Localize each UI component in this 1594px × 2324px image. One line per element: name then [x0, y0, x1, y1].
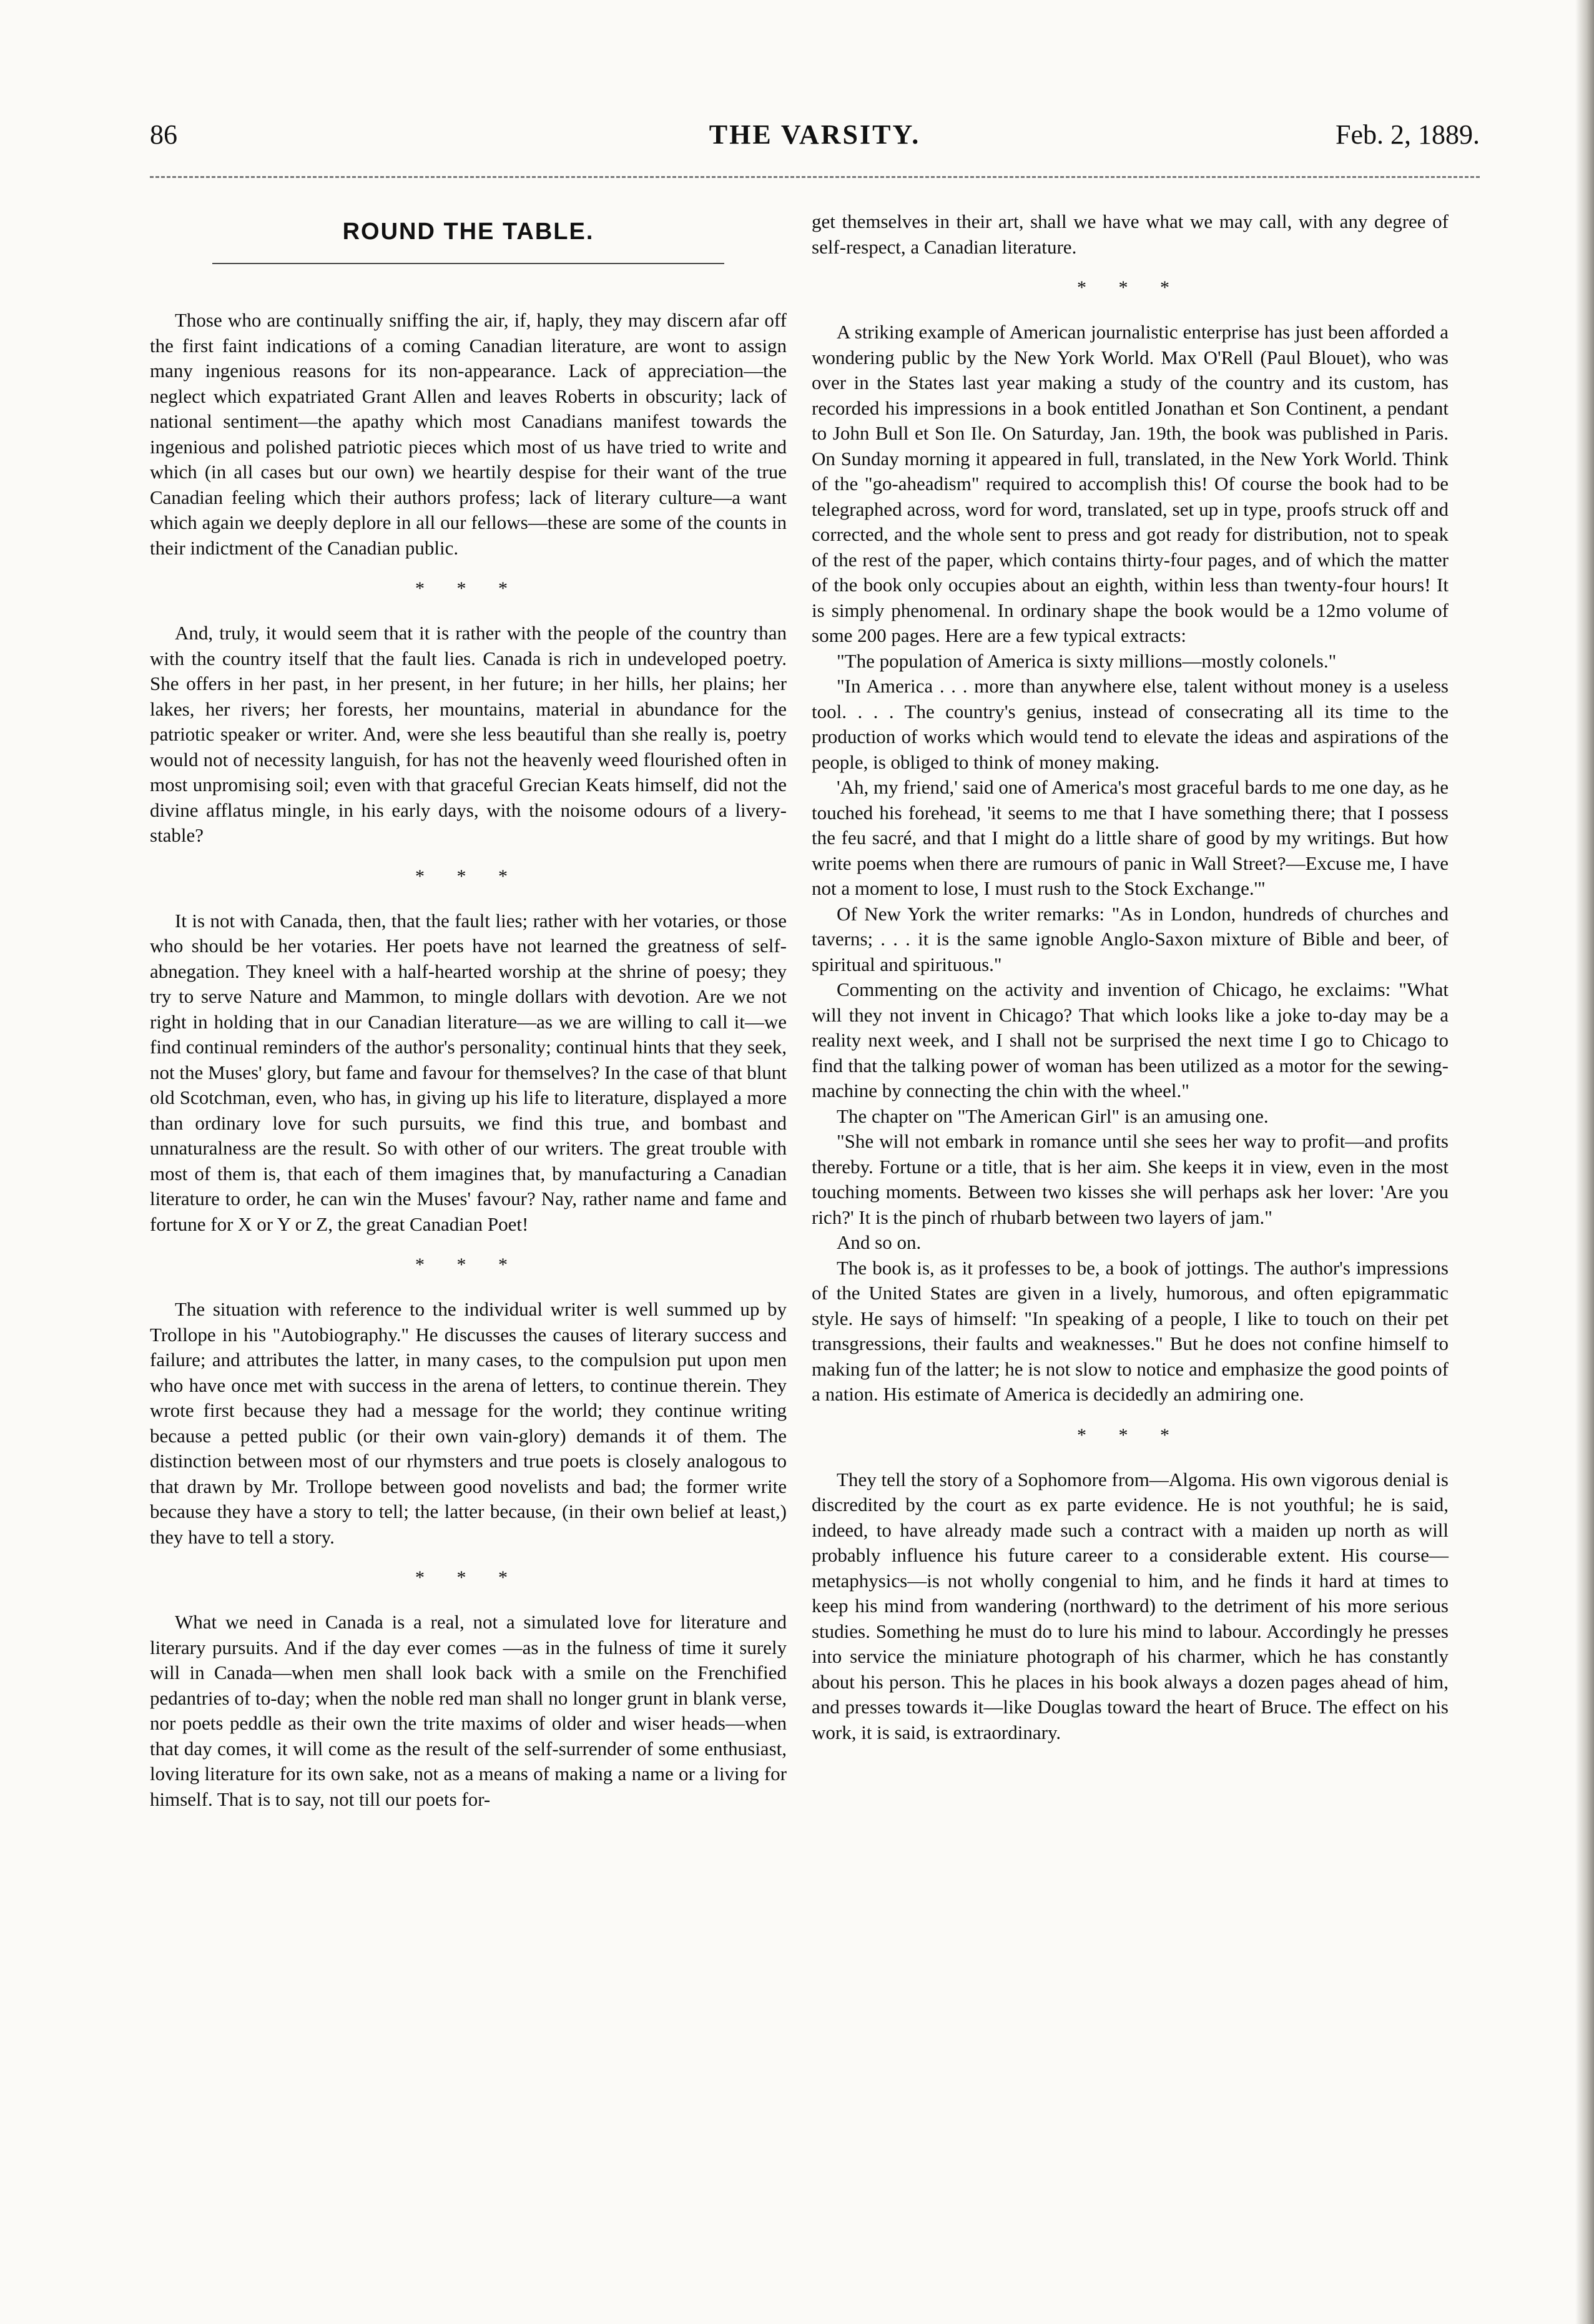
page-number: 86 [150, 119, 177, 150]
journal-title: THE VARSITY. [709, 119, 921, 150]
section-separator: * * * [415, 578, 521, 599]
right-column [812, 209, 1449, 1745]
section-separator: * * * [415, 1567, 521, 1588]
left-column [150, 200, 787, 1812]
title-rule [212, 263, 724, 264]
paragraph: They tell the story of a Sophomore from—Algoma. His own vigorous denial is discredited by the court as ex parte evidence. He is not youthful; he is said, indeed, to have already made such a contract with a maiden up north as will probably influence his future career to a considerable extent. His course—metaphysics—is not wholly congenial to him, and he finds it hard at times to keep his mind from wandering (northward) to the detriment of his more serious studies. Something he must do to lure his mind to labour. Accordingly he presses into service the miniature photograph of his charmer, which he has constantly about his person. This he places in his book always a dozen pages ahead of him, and presses towards it—like Douglas toward the heart of Bruce. The effect on his work, it is said, is extraordinary. [812, 1468, 1449, 1743]
section-separator: * * * [1077, 1424, 1183, 1445]
paragraph: And so on. [837, 1231, 922, 1253]
quote: "She will not embark in romance until she sees her way to profit—and profits thereby. Fortune or a title, that is her aim. She keeps it in view, even in the most touching moments. Between two kisses she will perhaps ask her lover: 'Are you rich?' It is the pinch of rhubarb between two layers of jam." [812, 1130, 1449, 1228]
section-separator: * * * [1077, 277, 1183, 298]
section-title: ROUND THE TABLE. [342, 219, 594, 245]
paragraph: Those who are continually sniffing the air, if, haply, they may discern afar off the first faint indications of a coming Canadian literature, are wont to assign many ingenious reasons for its non-appearance. Lack of appreciation—the neglect which expatriated Grant Allen and leaves Roberts in obscurity; lack of national sentiment—the apathy which most Canadians manifest towards the ingenious and polished patriotic pieces which most of us have tried to write and which (in all cases but our own) we heartily despise for their want of the true Canadian feeling which their authors profess; lack of literary culture—a want which again we deeply deplore in all our fellows—these are some of the counts in their indictment of the Canadian public. [150, 309, 787, 559]
page-edge [1575, 0, 1594, 2324]
page-header [150, 119, 1480, 169]
header-rule [150, 176, 1480, 178]
paragraph: It is not with Canada, then, that the fault lies; rather with her votaries, or those who should be her votaries. Her poets have not learned the greatness of self-abnegation. They kneel with a half-hearted worship at the shrine of poesy; they try to serve Nature and Mammon, to mingle dollars with devotion. Are we not right in holding that in our Canadian literature—as we are willing to call it—we find continual reminders of the author's personality; continual hints that they seek, not the Muses' glory, but fame and favour for themselves? In the case of that blunt old Scotchman, even, who has, in giving up his life to literature, displayed a more than ordinary love for such pursuits, we find this true, and bombast and unnaturalness are the result. So with other of our writers. The great trouble with most of them is, that each of them imagines that, by manufacturing a Canadian literature to order, he can win the Muses' favour? Nay, rather name and fame and fortune for X or Y or Z, the great Canadian Poet! [150, 909, 787, 1235]
quote: "In America . . . more than anywhere else, talent without money is a useless tool. . . . The country's genius, instead of consecrating all its time to the production of works which would tend to elevate the ideas and aspirations of the people, is obliged to think of money making. [812, 675, 1449, 773]
paragraph-continuation: get themselves in their art, shall we have what we may call, with any degree of self-respect, a Canadian literature. [812, 210, 1449, 258]
quote: 'Ah, my friend,' said one of America's most graceful bards to me one day, as he touched his forehead, 'it seems to me that I have something there; that I possess the feu sacré, and that I might do a little share of good by my writings. But how write poems when there are rumours of panic in Wall Street?—Excuse me, I have not a moment to lose, I must rush to the Stock Exchange.'" [812, 776, 1449, 899]
paragraph: What we need in Canada is a real, not a simulated love for literature and literary pursuits. And if the day ever comes —as in the fulness of time it surely will in Canada—when men shall look back with a smile on the Frenchified pedantries of to-day; when the noble red man shall no longer grunt in blank verse, nor poets peddle as their own the trite maxims of older and wiser heads—when that day comes, it will come as the result of the self-surrender of some enthusiast, loving literature for its own sake, not as a means of making a name or a living for himself. That is to say, not till our poets for- [150, 1611, 787, 1810]
paragraph: A striking example of American journalistic enterprise has just been afforded a wondering public by the New York World. Max O'Rell (Paul Blouet), who was over in the States last year making a study of the country and its custom, has recorded his impressions in a book entitled Jonathan et Son Continent, a pendant to John Bull et Son Ile. On Saturday, Jan. 19th, the book was published in Paris. On Sunday morning it appeared in full, translated, in the New York World. Think of the "go-aheadism" required to accomplish this! Of course the book had to be telegraphed across, word for word, translated, set up in type, proofs struck off and corrected, and the whole sent to press and got ready for distribution, not to speak of the rest of the paper, which contains thirty-four pages, and of which the matter of the book only occupies about an eighth, within less than twenty-four hours! It is simply phenomenal. In ordinary shape the book would be a 12mo volume of some 200 pages. Here are a few typical extracts: [812, 321, 1449, 646]
quote: "The population of America is sixty millions—mostly colonels." [837, 649, 1337, 672]
paragraph: The situation with reference to the individual writer is well summed up by Trollope in his "Autobiography." He discusses the causes of literary success and failure; and attributes the latter, in many cases, to the compulsion put upon men who have once met with success in the arena of letters, to continue therein. They wrote first because they had a message for the world; they continue writing because a petted public (or their own vain-glory) demands it of them. The distinction between most of our rhymsters and true poets is closely analogous to that drawn by Mr. Trollope between good novelists and bad; the former write because they have a story to tell; the latter because, (in their own belief at least,) they have to tell a story. [150, 1298, 787, 1548]
issue-date: Feb. 2, 1889. [1336, 119, 1480, 150]
paragraph: The chapter on "The American Girl" is an amusing one. [837, 1105, 1269, 1127]
paragraph: And, truly, it would seem that it is rather with the people of the country than with the country itself that the fault lies. Canada is rich in undeveloped poetry. She offers in her past, in her present, in her future; in her hills, her plains; her lakes, her rivers; her forests, her mountains, material in abundance for the patriotic speaker or writer. And, were she less beautiful than she really is, poetry would not of necessity languish, for has not the heavenly weed flourished often in most unpromising soil; even with that graceful Grecian Keats himself, did not the divine afflatus mingle, in his early days, with the noisome odours of a livery-stable? [150, 622, 787, 846]
paragraph: The book is, as it professes to be, a book of jottings. The author's impressions of the United States are given in a lively, humorous, and often epigrammatic style. He says of himself: "In speaking of a people, I like to touch on their pet transgressions, their faults and weaknesses." But he does not confine himself to making fun of the latter; he is not slow to notice and emphasize the good points of a nation. His estimate of America is decidedly an admiring one. [812, 1256, 1449, 1405]
section-separator: * * * [415, 1254, 521, 1275]
section-separator: * * * [415, 865, 521, 887]
paragraph: Commenting on the activity and invention of Chicago, he exclaims: "What will they not invent in Chicago? That which looks like a joke to-day may be a reality next week, and I shall not be surprised the next time I go to Chicago to find that the talking power of woman has been utilized as a motor for the sewing-machine by connecting the chin with the wheel." [812, 978, 1449, 1101]
paragraph: Of New York the writer remarks: "As in London, hundreds of churches and taverns; . . . it is the same ignoble Anglo-Saxon mixture of Bible and beer, of spiritual and spirituous." [812, 902, 1449, 975]
